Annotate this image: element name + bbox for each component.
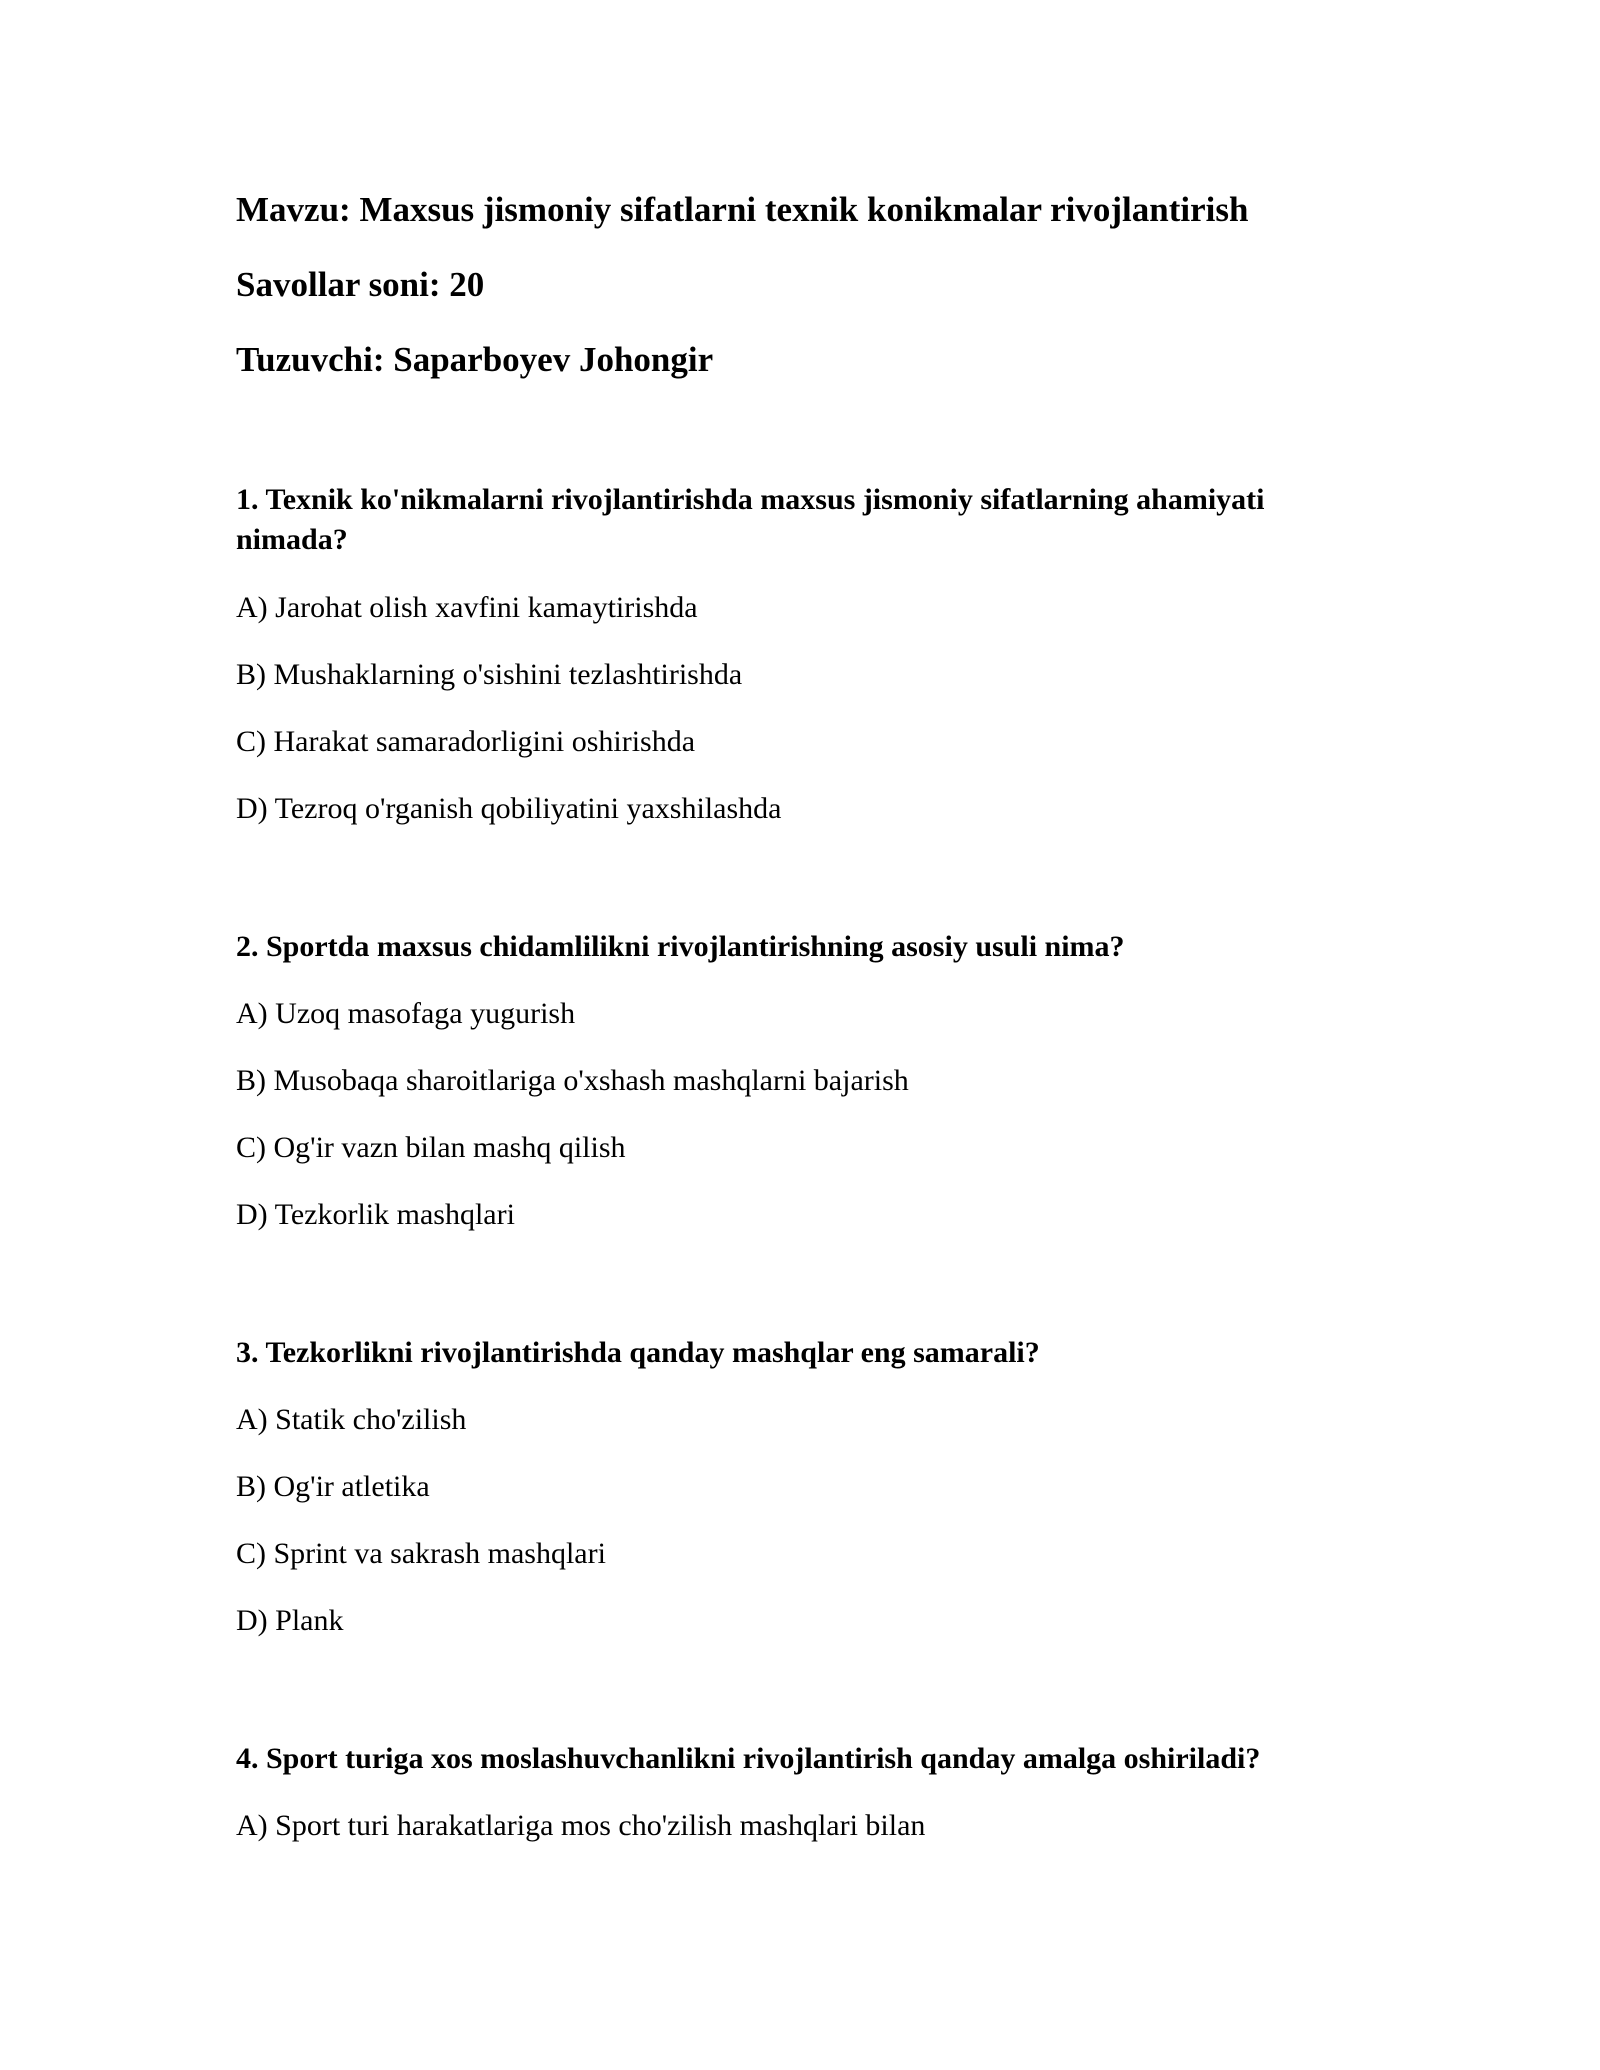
question-3-option-b: B) Og'ir atletika: [236, 1470, 430, 1503]
question-2-option-c: C) Og'ir vazn bilan mashq qilish: [236, 1131, 626, 1164]
question-2-option-d: D) Tezkorlik mashqlari: [236, 1198, 515, 1231]
question-3-title: 3. Tezkorlikni rivojlantirishda qanday mashqlar eng samarali?: [236, 1336, 1040, 1369]
question-2-option-a: A) Uzoq masofaga yugurish: [236, 997, 576, 1030]
question-count-heading: Savollar soni: 20: [236, 265, 485, 304]
question-1-option-b: B) Mushaklarning o'sishini tezlashtirishda: [236, 658, 743, 691]
question-3-option-d: D) Plank: [236, 1604, 344, 1637]
author-heading: Tuzuvchi: Saparboyev Johongir: [236, 340, 714, 379]
question-4-option-a: A) Sport turi harakatlariga mos cho'zilish mashqlari bilan: [236, 1809, 926, 1842]
question-2-option-b: B) Musobaqa sharoitlariga o'xshash mashqlarni bajarish: [236, 1064, 909, 1097]
question-4-title: 4. Sport turiga xos moslashuvchanlikni rivojlantirish qanday amalga oshiriladi?: [236, 1742, 1261, 1775]
question-3-option-c: C) Sprint va sakrash mashqlari: [236, 1537, 606, 1570]
question-1-option-a: A) Jarohat olish xavfini kamaytirishda: [236, 591, 698, 624]
question-1-title: 1. Texnik ko'nikmalarni rivojlantirishda maxsus jismoniy sifatlarning ahamiyati nimada?: [236, 483, 1265, 556]
topic-heading: Mavzu: Maxsus jismoniy sifatlarni texnik konikmalar rivojlantirish: [236, 190, 1249, 229]
question-3-option-a: A) Statik cho'zilish: [236, 1403, 467, 1436]
question-1-option-c: C) Harakat samaradorligini oshirishda: [236, 725, 696, 758]
question-1-option-d: D) Tezroq o'rganish qobiliyatini yaxshilashda: [236, 792, 782, 825]
question-2-title: 2. Sportda maxsus chidamlilikni rivojlantirishning asosiy usuli nima?: [236, 930, 1125, 963]
